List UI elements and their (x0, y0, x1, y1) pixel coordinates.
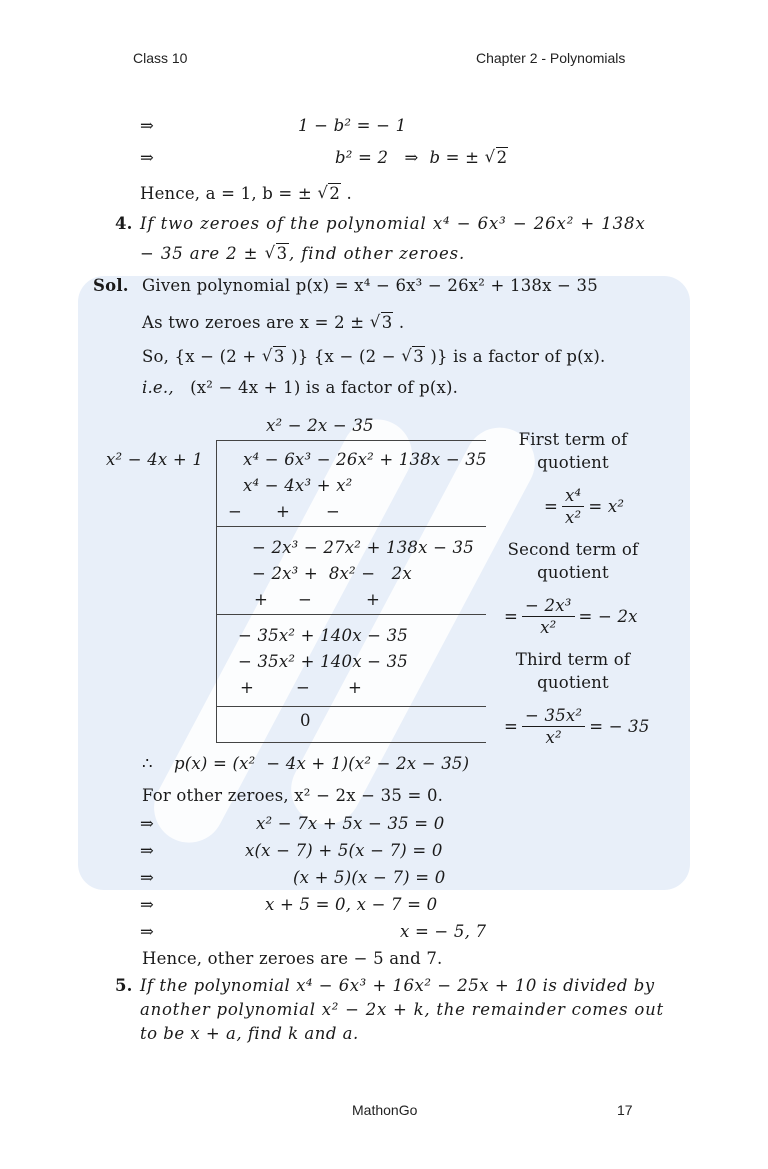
division-step: x⁴ − 4x³ + x² (243, 476, 353, 495)
division-line (216, 440, 486, 441)
conclusion-line: Hence, other zeroes are − 5 and 7. (142, 949, 443, 968)
division-step: − 2x³ − 27x² + 138x − 35 (252, 538, 474, 557)
footer-brand: MathonGo (352, 1102, 418, 1118)
note-label: quotient (537, 453, 609, 472)
division-step: − 2x³ + 8x² − 2x (252, 564, 412, 583)
note-label: quotient (537, 673, 609, 692)
question-text: If two zeroes of the polynomial x⁴ − 6x³ − 26x² + 138x (140, 214, 646, 233)
note-fraction: = $\frac{\text{− 35x²}}{\text{x²}}$ = − 35 (504, 706, 650, 747)
factor-line: So, {x − (2 + √ 3 )} {x − (2 − √ 3 )} is a factor of p(x). (142, 347, 605, 366)
step-line: x² − 7x + 5x − 35 = 0 (256, 814, 445, 833)
page-number: 17 (617, 1102, 633, 1118)
division-line (216, 706, 486, 707)
arrow-icon: ⇒ (140, 922, 155, 941)
division-bar (216, 440, 217, 742)
arrow-icon: ⇒ (140, 148, 155, 167)
division-quotient: x² − 2x − 35 (266, 416, 374, 435)
note-fraction: = $\frac{\text{x⁴}}{\text{x²}}$ = x² (544, 486, 625, 527)
header-class: Class 10 (133, 50, 188, 66)
note-label: First term of (518, 430, 628, 449)
division-step: − 35x² + 140x − 35 (238, 626, 409, 645)
division-divisor: x² − 4x + 1 (106, 450, 204, 469)
arrow-icon: ⇒ (140, 895, 155, 914)
question-text: another polynomial x² − 2x + k, the remainder comes out (140, 1000, 664, 1019)
given-polynomial: Given polynomial p(x) = x⁴ − 6x³ − 26x² + 138x − 35 (142, 276, 598, 295)
sign: + (254, 590, 269, 609)
sign: + (348, 678, 363, 697)
division-remainder: 0 (300, 711, 311, 730)
note-label: quotient (537, 563, 609, 582)
header-chapter: Chapter 2 - Polynomials (476, 50, 626, 66)
step-line: x(x − 7) + 5(x − 7) = 0 (245, 841, 443, 860)
solution-label: Sol. (93, 276, 129, 295)
sign: + (276, 502, 291, 521)
zeroes-line: As two zeroes are x = 2 ± √ 3 . (142, 313, 404, 332)
therefore-icon: ∴ (142, 754, 153, 773)
note-fraction: = $\frac{\text{− 2x³}}{\text{x²}}$ = − 2x (504, 596, 638, 637)
division-line (216, 742, 486, 743)
question-text: If the polynomial x⁴ − 6x³ + 16x² − 25x + 10 is divided by (140, 976, 655, 995)
question-number: 4. (115, 214, 133, 233)
arrow-icon: ⇒ (140, 868, 155, 887)
other-zeroes-line: For other zeroes, x² − 2x − 35 = 0. (142, 786, 444, 805)
equation-line: 1 − b² = − 1 (298, 116, 407, 135)
step-line: x + 5 = 0, x − 7 = 0 (265, 895, 438, 914)
question-number: 5. (115, 976, 133, 995)
sign: − (326, 502, 341, 521)
sign: − (228, 502, 243, 521)
sign: + (240, 678, 255, 697)
question-text: − 35 are 2 ± √ 3, find other zeroes. (140, 244, 465, 263)
ie-line: i.e., (x² − 4x + 1) is a factor of p(x). (142, 378, 459, 397)
arrow-icon: ⇒ (140, 814, 155, 833)
division-dividend: x⁴ − 6x³ − 26x² + 138x − 35 (243, 450, 487, 469)
equation-line: b² = 2 ⇒ b = ± √ 2 (335, 148, 508, 167)
arrow-icon: ⇒ (140, 841, 155, 860)
sign: − (298, 590, 313, 609)
sign: + (366, 590, 381, 609)
division-step: − 35x² + 140x − 35 (238, 652, 409, 671)
division-line (216, 614, 486, 615)
factored-polynomial: p(x) = (x² − 4x + 1)(x² − 2x − 35) (174, 754, 470, 773)
note-label: Second term of (507, 540, 639, 559)
step-line: x = − 5, 7 (400, 922, 487, 941)
arrow-icon: ⇒ (140, 116, 155, 135)
note-label: Third term of (515, 650, 631, 669)
hence-line: Hence, a = 1, b = ± √ 2 . (140, 184, 352, 203)
step-line: (x + 5)(x − 7) = 0 (293, 868, 446, 887)
question-text: to be x + a, find k and a. (140, 1024, 359, 1043)
sign: − (296, 678, 311, 697)
division-line (216, 526, 486, 527)
